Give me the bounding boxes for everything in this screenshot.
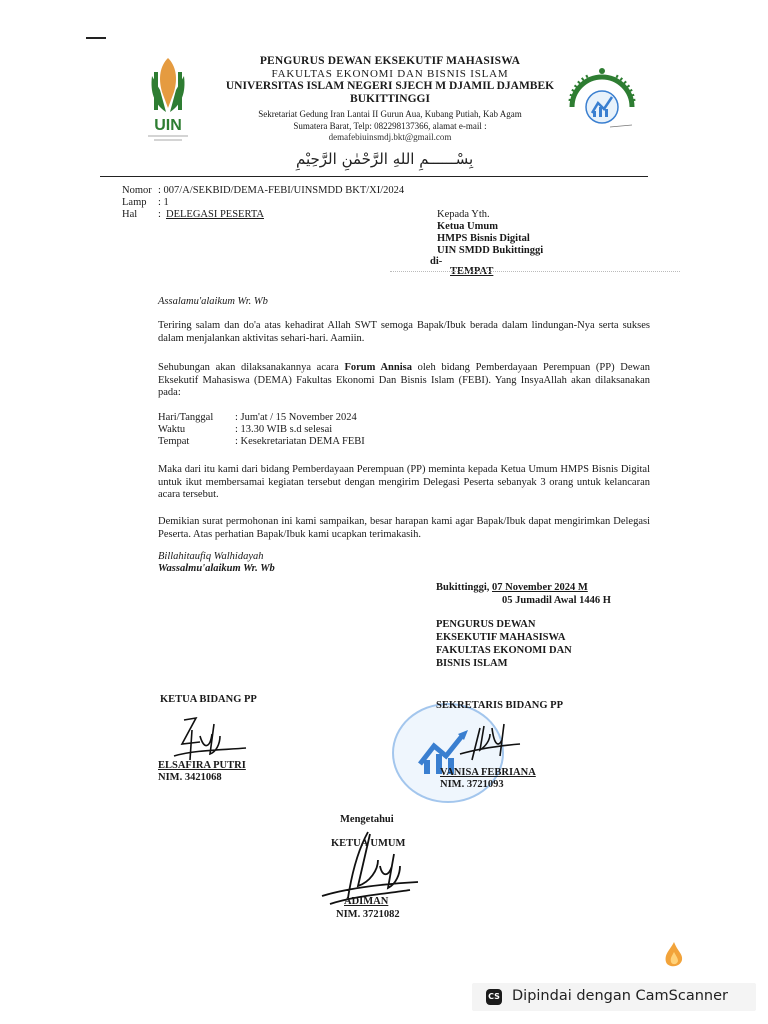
letterhead-line-2: FAKULTAS EKONOMI DAN BISNIS ISLAM	[271, 68, 509, 80]
schedule-label-day: Hari/Tanggal	[158, 412, 214, 423]
paragraph-3: Maka dari itu kami dari bidang Pemberdayaan Perempuan (PP) meminta kepada Ketua Umum HMPS Bisnis Digital untuk ikut membersamai kegiatan tersebut dengan mengirim Delegasi Peserta sebanyak 3 orang untuk kelancaran acara tersebut.	[158, 464, 650, 500]
letterhead-line-1: PENGURUS DEWAN EKSEKUTIF MAHASISWA	[259, 55, 521, 67]
paragraph-2-start: Sehubungan akan dilaksanakannya acara	[158, 362, 345, 373]
paragraph-2-end: oleh bidang Pemberdayaan Perempuan (PP) Dewan Eksekutif Mahasiswa (DEMA) Fakultas Ekonomi Dan Bisnis Islam (FEBI). Yang InsyaAllah akan dilaksanakan pada:	[158, 362, 650, 398]
recipient-line-1: Kepada Yth.	[437, 209, 490, 220]
letterhead-line-3: UNIVERSITAS ISLAM NEGERI SJECH M DJAMIL DJAMBEK	[225, 80, 555, 92]
schedule-label-place: Tempat	[158, 436, 190, 447]
closing-line-1: Billahitaufiq Walhidayah	[158, 551, 264, 562]
paragraph-1: Teriring salam dan do'a atas kehadirat Allah SWT semoga Bapak/Ibuk berada dalam lindungan-Nya serta sukses dalam menjalankan aktivitas sehari-hari. Aamiin.	[158, 320, 650, 344]
lamp-value: : 1	[158, 197, 169, 208]
schedule-value-day: : Jum'at / 15 November 2024	[235, 412, 357, 423]
basmalah: بِسْــــــمِ اللهِ الرَّحْمٰنِ الرَّحِيْمِ	[296, 150, 474, 168]
letterhead-email: demafebiuinsmdj.bkt@gmail.com	[328, 132, 452, 142]
uin-logo-text: UIN	[154, 117, 182, 134]
org-line-1: PENGURUS DEWAN	[436, 619, 536, 630]
uin-logo	[140, 52, 196, 144]
event-name: Forum Annisa	[344, 362, 412, 373]
right-signatory-name: VANISA FEBRIANA	[440, 767, 536, 778]
recipient-line-4: UIN SMDD Bukittinggi	[437, 245, 544, 256]
schedule-value-time: : 13.30 WIB s.d selesai	[235, 424, 333, 435]
greeting: Assalamu'alaikum Wr. Wb	[158, 296, 268, 307]
recipient-line-2: Ketua Umum	[437, 221, 498, 232]
right-signatory-nim: NIM. 3721093	[440, 779, 504, 790]
letterhead-address-2: Sumatera Barat, Telp: 082298137366, alamat e-mail :	[293, 121, 487, 131]
org-line-3: FAKULTAS EKONOMI DAN	[436, 645, 572, 656]
left-signatory-title: KETUA BIDANG PP	[160, 694, 257, 705]
paragraph-2	[158, 362, 650, 400]
hal-value: DELEGASI PESERTA	[166, 209, 264, 220]
date-gregorian: 07 November 2024 M	[492, 582, 588, 593]
corner-flame-icon	[660, 940, 686, 970]
camscanner-icon: CS	[486, 989, 502, 1005]
hal-label: Hal	[122, 209, 138, 220]
letterhead-address-1: Sekretariat Gedung Iran Lantai II Gurun Aua, Kubang Putiah, Kab Agam	[258, 109, 522, 119]
left-signatory-nim: NIM. 3421068	[158, 772, 222, 783]
nomor-label: Nomor	[122, 185, 152, 196]
closing-line-2: Wassalmu'alaikum Wr. Wb	[158, 563, 275, 574]
recipient-line-6: TEMPAT	[450, 266, 494, 277]
recipient-line-5: di-	[430, 256, 443, 267]
schedule-label-time: Waktu	[158, 424, 186, 435]
mid-signatory-title: KETUA UMUM	[331, 838, 406, 849]
recipient-line-3: HMPS Bisnis Digital	[437, 233, 530, 244]
letterhead-divider	[100, 176, 648, 177]
scan-mark	[86, 37, 106, 39]
paragraph-4: Demikian surat permohonan ini kami sampaikan, besar harapan kami agar Bapak/Ibuk dapat mengirimkan Delegasi Peserta. Atas perhatian Bapak/Ibuk kami ucapkan terimakasih.	[158, 516, 650, 540]
letterhead-line-4: BUKITTINGGI	[350, 93, 430, 105]
scan-faint-line	[390, 271, 680, 272]
left-signatory-name: ELSAFIRA PUTRI	[158, 760, 246, 771]
mid-signatory-nim: NIM. 3721082	[336, 909, 400, 920]
org-line-2: EKSEKUTIF MAHASISWA	[436, 632, 566, 643]
lamp-label: Lamp	[122, 197, 147, 208]
nomor-value: : 007/A/SEKBID/DEMA-FEBI/UINSMDD BKT/XI/2024	[158, 185, 405, 196]
hal-colon: :	[158, 209, 161, 220]
mid-signatory-name: ADIMAN	[344, 896, 389, 907]
org-line-4: BISNIS ISLAM	[436, 658, 508, 669]
date-place: Bukittinggi,	[436, 582, 493, 593]
date-line	[436, 582, 588, 593]
mid-caption: Mengetahui	[340, 814, 394, 825]
camscanner-text: Dipindai dengan CamScanner	[512, 988, 729, 1004]
date-hijri: 05 Jumadil Awal 1446 H	[502, 595, 611, 606]
right-signatory-title: SEKRETARIS BIDANG PP	[436, 700, 563, 711]
schedule-value-place: : Kesekretariatan DEMA FEBI	[235, 436, 365, 447]
